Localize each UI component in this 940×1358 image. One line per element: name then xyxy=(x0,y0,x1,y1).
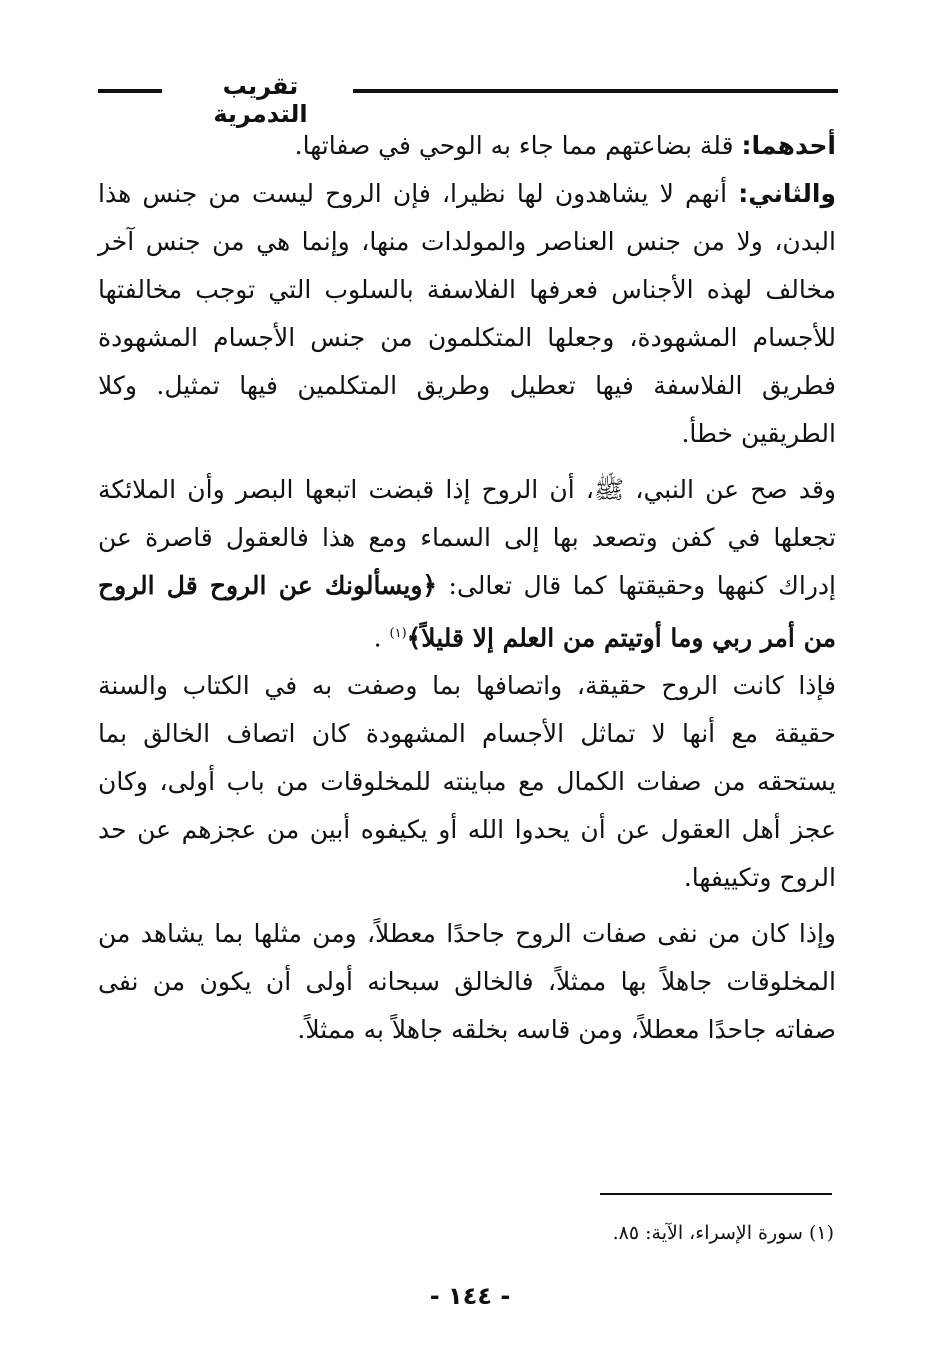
running-header xyxy=(98,70,838,128)
header-rule-left xyxy=(98,89,162,93)
footnote: (١) سورة الإسراء، الآية: ٨٥. xyxy=(612,1222,834,1244)
page-number: - ١٤٤ - xyxy=(429,1282,511,1310)
paragraph-3-text: وقد صح عن النبي، ﷺ، أن الروح إذا قبضت اتبعها البصر وأن الملائكة تجعلها في كفن وتصعد بها إلى السماء ومع هذا فالعقول قاصرة عن إدراك كنهها وحقيقتها كما قال تعالى: xyxy=(98,475,836,600)
paragraph-2-text: أنهم لا يشاهدون لها نظيرا، فإن الروح ليست من جنس هذا البدن، ولا من جنس العناصر والمولدات منها، وإنما هي من جنس آخر مخالف لهذه الأجناس فعرفها الفلاسفة بالسلوب التي توجب مخالفتها للأجسام المشهودة، وجعلها المتكلمون من جنس الأجسام المشهودة فطريق الفلاسفة فيها تعطيل وطريق المتكلمين فيها تمثيل. وكلا الطريقين خطأ. xyxy=(98,179,836,448)
paragraph-4 xyxy=(98,662,836,902)
quran-verse: ﴿ويسألونك عن الروح قل الروح من أمر ربي وما أوتيتم من العلم إلا قليلاً﴾ xyxy=(98,571,836,653)
paragraph-4-text: فإذا كانت الروح حقيقة، واتصافها بما وصفت به في الكتاب والسنة حقيقة مع أنها لا تماثل الأجسام المشهودة كان اتصاف الخالق بما يستحقه من صفات الكمال مع مباينته للمخلوقات من باب أولى، وكان عجز أهل العقول عن أن يحدوا الله أو يكيفوه أبين من عجزهم عن حد الروح وتكييفها. xyxy=(98,671,836,893)
paragraph-1 xyxy=(98,122,836,170)
paragraph-2-lead: والثاني: xyxy=(738,179,836,208)
header-rule-right xyxy=(353,89,838,93)
footnote-reference: (١) xyxy=(389,626,407,641)
paragraph-3-tail: . xyxy=(373,623,390,653)
paragraph-1-text: قلة بضاعتهم مما جاء به الوحي في صفاتها. xyxy=(294,131,742,160)
footnote-separator xyxy=(600,1193,832,1195)
header-title: تقريب التدمرية xyxy=(213,72,308,128)
main-text xyxy=(98,122,836,1054)
paragraph-2 xyxy=(98,170,836,458)
paragraph-3 xyxy=(98,466,836,662)
paragraph-1-lead: أحدهما: xyxy=(741,131,836,160)
paragraph-5-text: وإذا كان من نفى صفات الروح جاحدًا معطلاً، ومن مثلها بما يشاهد من المخلوقات جاهلاً بها ممثلاً، فالخالق سبحانه أولى أن يكون من نفى صفاته جاحدًا معطلاً، ومن قاسه بخلقه جاهلاً به ممثلاً. xyxy=(98,919,836,1045)
paragraph-5 xyxy=(98,910,836,1054)
